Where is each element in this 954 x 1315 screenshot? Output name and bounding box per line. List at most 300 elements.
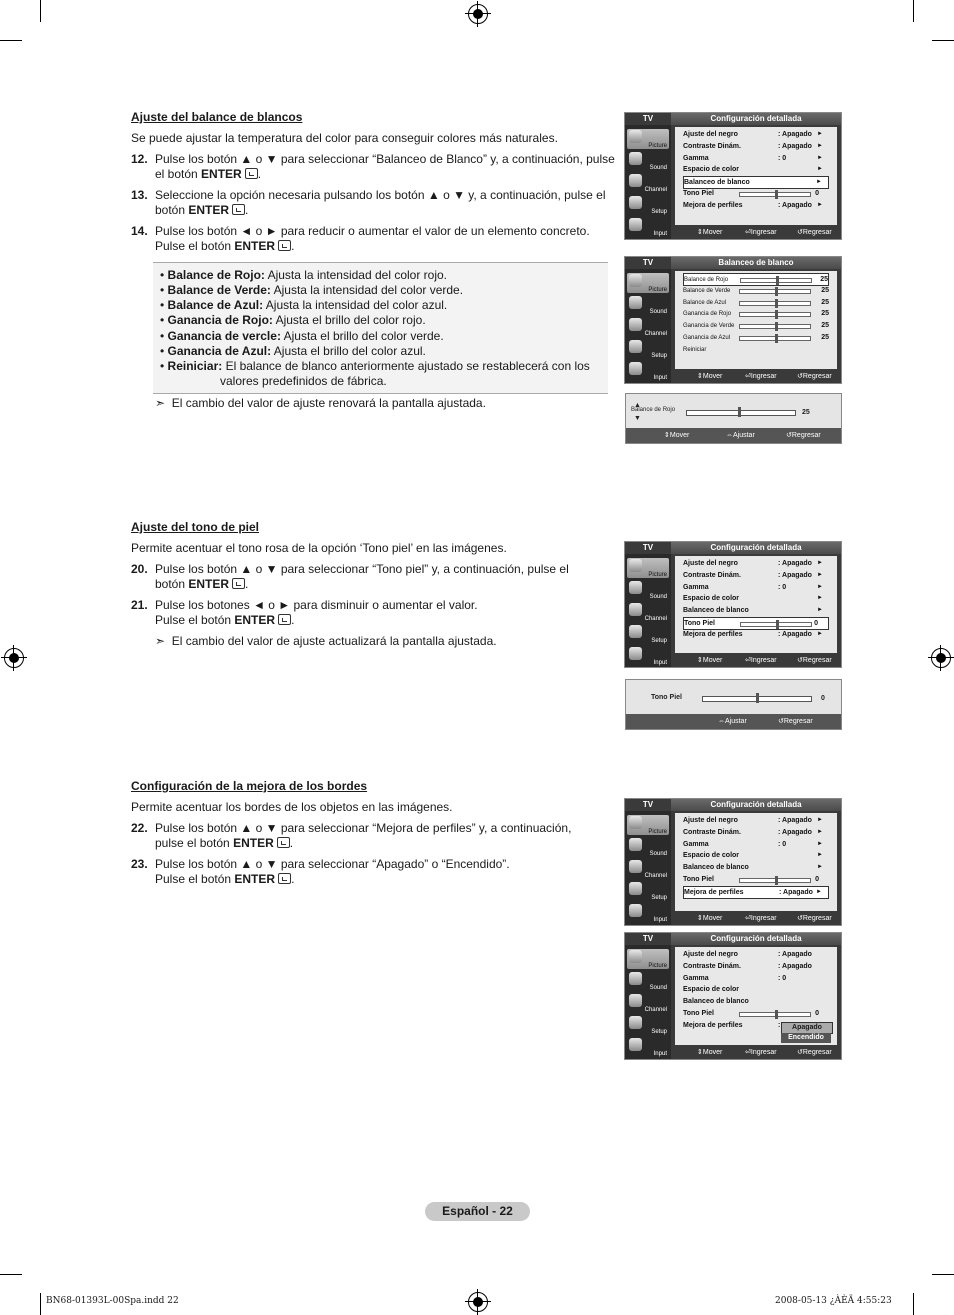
- osd-title: Configuración detallada: [710, 543, 802, 552]
- osd-slider-track[interactable]: [740, 622, 812, 627]
- osd-category-picture[interactable]: [627, 273, 669, 293]
- osd-row-label: Balanceo de blanco: [683, 864, 749, 872]
- section-title: Ajuste del balance de blancos: [131, 110, 303, 124]
- osd-row-value: : 0: [778, 154, 787, 162]
- step-number: 20.: [131, 562, 148, 576]
- arrow-right-icon: ►: [817, 817, 823, 823]
- osd-row-label: Espacio de color: [683, 166, 740, 174]
- osd-category-setup[interactable]: [627, 881, 669, 901]
- osd-category-label: Input: [653, 917, 667, 923]
- footer-ingresar: ⏎ Ingresar: [745, 657, 777, 664]
- osd-row-label: Gamma: [683, 583, 709, 591]
- osd-row[interactable]: [683, 164, 829, 175]
- enter-icon: [232, 204, 245, 215]
- step-text: Pulse los botón ▲ o ▼ para seleccionar “Balanceo de Blanco” y, a continuación, pulse el botón: [155, 152, 615, 181]
- osd-category-sound[interactable]: [627, 295, 669, 315]
- osd-row-label: Reiniciar: [683, 346, 707, 353]
- arrow-right-icon: ►: [817, 595, 823, 602]
- channel-icon: [629, 318, 642, 331]
- step-number: 12.: [131, 152, 148, 166]
- osd-row-label: Balanceo de blanco: [684, 179, 750, 187]
- footer-regresar: ↺ Regresar: [797, 915, 832, 922]
- arrow-right-icon: ►: [816, 179, 822, 186]
- osd-row[interactable]: [683, 815, 829, 826]
- step-text-end: .: [291, 613, 295, 627]
- osd-body: [675, 813, 837, 911]
- osd-category-channel[interactable]: [627, 602, 669, 622]
- osd-slider-knob[interactable]: [776, 276, 779, 285]
- crop-mark: [932, 1274, 954, 1275]
- slider-label: Balance de Rojo: [631, 407, 676, 413]
- osd-category-picture[interactable]: [627, 558, 669, 578]
- osd-row[interactable]: [683, 874, 829, 885]
- osd-header: [671, 113, 841, 125]
- osd-sidebar: [625, 125, 671, 239]
- osd-row-label: Contraste Dinám.: [683, 828, 741, 836]
- bullet-item: • Ganancia de vercle: Ajusta el brillo del color verde.: [160, 329, 444, 343]
- osd-slider-track[interactable]: [739, 312, 811, 317]
- input-icon: [629, 647, 642, 660]
- footer-ingresar: ⏎ Ingresar: [745, 1049, 777, 1056]
- osd-row-label: Mejora de perfiles: [683, 1021, 743, 1029]
- footer-regresar: ↺ Regresar: [797, 657, 832, 664]
- osd-row[interactable]: [683, 961, 829, 972]
- step-text: Seleccione la opción necesaria pulsando los botón ▲ o ▼ y, a continuación, pulse el botón: [155, 188, 606, 217]
- osd-slider-knob[interactable]: [775, 190, 778, 199]
- note-text: El cambio del valor de ajuste renovará la pantalla ajustada.: [171, 396, 486, 410]
- osd-category-sound[interactable]: [627, 151, 669, 171]
- osd-slider-track[interactable]: [739, 324, 811, 329]
- osd-category-setup[interactable]: [627, 624, 669, 644]
- registration-mark-icon: [468, 4, 488, 24]
- osd-category-input[interactable]: [627, 1037, 669, 1057]
- tv-label: TV: [642, 258, 654, 267]
- osd-slider-knob[interactable]: [775, 1010, 778, 1019]
- arrow-right-icon: ►: [817, 828, 823, 835]
- osd-category-channel[interactable]: [627, 317, 669, 337]
- osd-row-label: Gamma: [683, 840, 709, 848]
- footer-regresar: ↺ Regresar: [786, 432, 821, 439]
- osd-category-label: Input: [653, 1051, 667, 1057]
- osd-category-label: Picture: [648, 963, 667, 969]
- osd-row[interactable]: [683, 344, 829, 355]
- osd-sidebar: [625, 554, 671, 667]
- osd-category-input[interactable]: [627, 903, 669, 923]
- crop-mark: [40, 1293, 41, 1315]
- channel-icon: [629, 174, 642, 187]
- setup-icon: [629, 340, 642, 353]
- footer-ingresar: ⏎ Ingresar: [745, 915, 777, 922]
- arrow-right-icon: ►: [816, 888, 822, 895]
- osd-category-label: Setup: [651, 895, 667, 901]
- osd-category-sound[interactable]: [627, 971, 669, 991]
- osd-detail-menu-dropdown: [624, 932, 842, 1060]
- crop-mark: [0, 1274, 22, 1275]
- osd-footer: [675, 1046, 841, 1059]
- enter-icon: [232, 578, 245, 589]
- osd-row[interactable]: [683, 593, 829, 604]
- osd-row-value: : 0: [778, 840, 787, 848]
- enter-icon: [278, 873, 291, 884]
- osd-category-sound[interactable]: [627, 580, 669, 600]
- osd-category-picture[interactable]: [627, 815, 669, 835]
- slider-value: 0: [821, 695, 825, 702]
- osd-category-picture[interactable]: [627, 129, 669, 149]
- step-text-end: .: [257, 167, 262, 181]
- osd-row-label: Balance de Verde: [683, 287, 731, 294]
- osd-row-value: : 0: [778, 583, 787, 591]
- osd-category-label: Sound: [649, 985, 667, 991]
- down-arrow-icon: ▼: [634, 415, 641, 422]
- osd-title: Balanceo de blanco: [718, 258, 794, 267]
- note-text: El cambio del valor de ajuste actualizará la pantalla ajustada.: [171, 634, 497, 648]
- osd-title: Configuración detallada: [710, 934, 802, 943]
- osd-header: [671, 257, 841, 269]
- osd-body: [675, 127, 837, 225]
- step-number: 13.: [131, 188, 148, 202]
- osd-category-label: Channel: [644, 873, 667, 879]
- bullet-item: • Ganancia de Rojo: Ajusta el brillo del color rojo.: [160, 313, 426, 327]
- osd-category-label: Picture: [648, 143, 667, 149]
- osd-detail-menu-perfiles: [624, 798, 842, 926]
- arrow-right-icon: ►: [817, 131, 823, 137]
- footer-mover: ⇕ Mover: [697, 229, 723, 236]
- osd-row[interactable]: [683, 827, 829, 838]
- footer-regresar: ↺ Regresar: [797, 1049, 832, 1056]
- picture-icon: [629, 950, 642, 963]
- osd-slider-balance-rojo: [625, 393, 842, 444]
- bullet-box: [153, 262, 608, 394]
- osd-slider-knob[interactable]: [775, 334, 778, 343]
- step-text-end: .: [245, 577, 249, 591]
- sound-icon: [629, 296, 642, 309]
- input-icon: [629, 218, 642, 231]
- step-text: Pulse los botón ◄ o ► para reducir o aumentar el valor de un elemento concreto. Pulse el botón: [155, 224, 590, 253]
- osd-category-label: Picture: [648, 829, 667, 835]
- footer-mover: ⇕ Mover: [697, 1049, 723, 1056]
- dropdown-option-encendido[interactable]: Encendido: [781, 1033, 831, 1043]
- osd-slider-tono-piel: [625, 679, 842, 730]
- osd-slider-track[interactable]: [740, 278, 812, 283]
- section-intro: Permite acentuar los bordes de los objetos en las imágenes.: [131, 800, 453, 814]
- arrow-right-icon: ►: [817, 840, 823, 847]
- osd-header: [671, 542, 841, 554]
- osd-row-label: Mejora de perfiles: [683, 630, 743, 638]
- osd-category-label: Setup: [651, 638, 667, 644]
- section-title: Configuración de la mejora de los bordes: [131, 779, 368, 793]
- osd-row-value: : Apagado: [778, 630, 812, 638]
- osd-category-label: Channel: [644, 616, 667, 622]
- slider-knob[interactable]: [756, 693, 759, 703]
- osd-row[interactable]: [683, 285, 829, 296]
- osd-slider-knob[interactable]: [776, 620, 779, 629]
- step-text-end: .: [245, 203, 249, 217]
- osd-row-label: Balance de Azul: [683, 299, 727, 306]
- osd-row[interactable]: [683, 850, 829, 861]
- osd-row-label: Ajuste del negro: [683, 951, 738, 958]
- osd-row[interactable]: [683, 153, 829, 164]
- osd-row-label: Tono Piel: [683, 876, 714, 883]
- arrow-right-icon: ►: [817, 166, 823, 173]
- osd-row-label: Tono Piel: [683, 190, 714, 197]
- osd-row-value: : Apagado: [778, 131, 812, 138]
- osd-row[interactable]: [683, 297, 829, 308]
- step-text: Pulse los botones ◄ o ► para disminuir o aumentar el valor. Pulse el botón: [155, 598, 478, 627]
- osd-slider-value: 0: [815, 190, 819, 197]
- osd-white-balance-menu: [624, 256, 842, 384]
- sound-icon: [629, 581, 642, 594]
- slider-track[interactable]: [686, 410, 796, 416]
- step-number: 23.: [131, 857, 148, 871]
- osd-row-label: Ajuste del negro: [683, 131, 738, 138]
- arrow-right-icon: ►: [817, 583, 823, 590]
- osd-row[interactable]: [683, 141, 829, 152]
- osd-row-value: : Apagado: [778, 142, 812, 150]
- osd-category-setup[interactable]: [627, 339, 669, 359]
- tv-label: TV: [642, 800, 654, 809]
- osd-row[interactable]: [683, 129, 829, 140]
- osd-category-label: Sound: [649, 594, 667, 600]
- osd-row-value: : Apagado: [778, 201, 812, 209]
- slider-value: 25: [802, 409, 810, 416]
- slug-right: 2008-05-13 ¿ÀÈÄ 4:55:23: [775, 1296, 892, 1306]
- slider-knob[interactable]: [738, 407, 741, 417]
- osd-row-label: Gamma: [683, 154, 709, 162]
- osd-category-label: Setup: [651, 1029, 667, 1035]
- osd-row[interactable]: [683, 886, 829, 899]
- osd-slider-knob[interactable]: [775, 299, 778, 308]
- osd-body: [675, 556, 837, 653]
- enter-label: ENTER: [188, 203, 230, 217]
- arrow-right-icon: ►: [817, 864, 823, 871]
- osd-row[interactable]: [683, 582, 829, 593]
- crop-mark: [932, 40, 954, 41]
- osd-slider-track[interactable]: [739, 301, 811, 306]
- osd-row[interactable]: [683, 1008, 829, 1019]
- osd-row-label: Espacio de color: [683, 595, 740, 603]
- osd-category-label: Sound: [649, 309, 667, 315]
- osd-row-label: Gamma: [683, 974, 709, 982]
- osd-row[interactable]: [683, 862, 829, 873]
- input-icon: [629, 904, 642, 917]
- step-text: Pulse los botón ▲ o ▼ para seleccionar “Mejora de perfiles” y, a continuación, pulse el botón: [155, 821, 572, 850]
- input-icon: [629, 362, 642, 375]
- osd-row[interactable]: [683, 605, 829, 616]
- osd-header: [671, 799, 841, 811]
- osd-category-channel[interactable]: [627, 173, 669, 193]
- osd-slider-track[interactable]: [739, 878, 811, 883]
- osd-slider-value: 25: [821, 298, 829, 306]
- enter-icon: [245, 168, 258, 179]
- picture-icon: [629, 816, 642, 829]
- osd-category-label: Channel: [644, 1007, 667, 1013]
- section-intro: Se puede ajustar la temperatura del color para conseguir colores más naturales.: [131, 131, 558, 145]
- osd-category-channel[interactable]: [627, 859, 669, 879]
- osd-row-value: : Apagado: [778, 560, 812, 567]
- footer-ajustar: ⇔ Ajustar: [718, 718, 747, 725]
- osd-slider-track[interactable]: [739, 289, 811, 294]
- bullet-item: • Reiniciar: El balance de blanco anteriormente ajustado se restablecerá con los valores predefinidos de fábrica.: [160, 359, 590, 388]
- osd-category-input[interactable]: [627, 361, 669, 381]
- osd-category-label: Picture: [648, 287, 667, 293]
- picture-icon: [629, 130, 642, 143]
- slug-left: BN68-01393L-00Spa.indd 22: [46, 1296, 179, 1306]
- osd-detail-menu: [624, 112, 842, 240]
- osd-category-input[interactable]: [627, 217, 669, 237]
- osd-row[interactable]: [683, 308, 829, 319]
- osd-row-label: Ganancia de Rojo: [683, 311, 732, 318]
- sound-icon: [629, 972, 642, 985]
- input-icon: [629, 1038, 642, 1051]
- osd-slider-value: 0: [815, 876, 819, 883]
- step-text-end: .: [289, 836, 294, 850]
- enter-icon: [278, 614, 291, 625]
- osd-slider-track[interactable]: [739, 192, 811, 197]
- osd-row[interactable]: [683, 629, 829, 640]
- osd-footer: [675, 370, 841, 383]
- crop-mark: [0, 40, 22, 41]
- osd-row-label: Mejora de perfiles: [683, 201, 743, 209]
- osd-row[interactable]: [683, 332, 829, 343]
- setup-icon: [629, 625, 642, 638]
- osd-row-value: : 0: [778, 974, 787, 982]
- crop-mark: [913, 1293, 914, 1315]
- osd-row-label: Contraste Dinám.: [683, 962, 741, 970]
- osd-slider-knob[interactable]: [775, 287, 778, 296]
- osd-category-label: Picture: [648, 572, 667, 578]
- osd-category-label: Channel: [644, 187, 667, 193]
- osd-row-label: Contraste Dinám.: [683, 142, 741, 150]
- osd-slider-knob[interactable]: [775, 876, 778, 885]
- osd-row[interactable]: [683, 558, 829, 569]
- enter-icon: [278, 240, 291, 251]
- osd-sidebar: [625, 811, 671, 925]
- registration-mark-icon: [468, 1292, 488, 1312]
- step-number: 14.: [131, 224, 148, 238]
- sound-icon: [629, 152, 642, 165]
- osd-category-label: Channel: [644, 331, 667, 337]
- osd-category-setup[interactable]: [627, 1015, 669, 1035]
- osd-body: [675, 947, 837, 1045]
- osd-row-value: : Apagado: [779, 888, 813, 896]
- osd-sidebar: [625, 945, 671, 1059]
- step-text: Pulse los botón ▲ o ▼ para seleccionar “Tono piel” y, a continuación, pulse el botón: [155, 562, 569, 591]
- osd-row-label: Ajuste del negro: [683, 560, 738, 567]
- osd-category-label: Input: [653, 375, 667, 381]
- arrow-right-icon: ►: [817, 142, 823, 149]
- osd-row[interactable]: [683, 320, 829, 331]
- osd-row-value: : Apagado: [778, 828, 812, 836]
- osd-slider-value: 25: [821, 322, 829, 330]
- osd-slider-knob[interactable]: [775, 310, 778, 319]
- osd-row-label: Ganancia de Azul: [683, 335, 731, 341]
- bullet-item: • Balance de Verde: Ajusta la intensidad del color verde.: [160, 283, 464, 297]
- osd-row[interactable]: [683, 973, 829, 984]
- osd-title: Configuración detallada: [710, 800, 802, 809]
- osd-row-label: Ganancia de Verde: [683, 323, 735, 330]
- osd-row-value: : Apagado: [778, 571, 812, 579]
- slider-label: Tono Piel: [651, 694, 682, 701]
- section-title: Ajuste del tono de piel: [131, 520, 260, 534]
- step-text-end: .: [291, 239, 295, 253]
- tv-label: TV: [642, 543, 654, 552]
- osd-row-value: : Apagado: [778, 962, 812, 970]
- up-arrow-icon: ▲: [634, 402, 641, 409]
- arrow-right-icon: ►: [817, 630, 823, 637]
- footer-regresar: ↺ Regresar: [797, 229, 832, 236]
- footer-mover: ⇕ Mover: [664, 432, 690, 439]
- channel-icon: [629, 994, 642, 1007]
- osd-category-sound[interactable]: [627, 837, 669, 857]
- osd-row-value: :: [778, 1021, 781, 1029]
- arrow-right-icon: ►: [817, 571, 823, 578]
- osd-category-label: Setup: [651, 353, 667, 359]
- page-number: Español - 22: [425, 1202, 530, 1221]
- osd-slider-value: 25: [820, 276, 828, 283]
- osd-category-picture[interactable]: [627, 949, 669, 969]
- osd-row-label: Tono Piel: [684, 620, 715, 627]
- osd-row[interactable]: [683, 984, 829, 995]
- osd-slider-track[interactable]: [739, 336, 811, 341]
- footer-mover: ⇕ Mover: [697, 657, 723, 664]
- enter-label: ENTER: [234, 613, 276, 627]
- osd-title: Configuración detallada: [710, 114, 802, 123]
- osd-row[interactable]: [683, 570, 829, 581]
- osd-category-channel[interactable]: [627, 993, 669, 1013]
- tv-label: TV: [642, 934, 654, 943]
- arrow-right-icon: ►: [817, 852, 823, 859]
- osd-slider-knob[interactable]: [775, 322, 778, 331]
- osd-slider-value: 0: [814, 620, 818, 627]
- osd-category-label: Input: [653, 660, 667, 666]
- osd-category-setup[interactable]: [627, 195, 669, 215]
- osd-category-label: Setup: [651, 209, 667, 215]
- osd-row-label: Balanceo de blanco: [683, 998, 749, 1006]
- osd-category-input[interactable]: [627, 646, 669, 666]
- osd-row-label: Balance de Rojo: [684, 277, 729, 283]
- osd-row-label: Balanceo de blanco: [683, 607, 749, 615]
- picture-icon: [629, 559, 642, 572]
- bullet-item: • Balance de Rojo: Ajusta la intensidad del color rojo.: [160, 268, 448, 282]
- bullet-item: • Ganancia de Azul: Ajusta el brillo del color azul.: [160, 344, 426, 358]
- osd-slider-track[interactable]: [739, 1012, 811, 1017]
- osd-slider-value: 25: [821, 310, 829, 318]
- enter-label: ENTER: [233, 836, 274, 850]
- tv-label: TV: [642, 114, 654, 123]
- osd-row[interactable]: [683, 188, 829, 199]
- step-number: 21.: [131, 598, 148, 612]
- osd-header: [671, 933, 841, 945]
- dropdown-option-apagado[interactable]: Apagado: [781, 1022, 833, 1034]
- note: ➣ El cambio del valor de ajuste actualizará la pantalla ajustada.: [155, 634, 497, 648]
- osd-row[interactable]: [683, 996, 829, 1007]
- osd-row[interactable]: [683, 839, 829, 850]
- osd-row-value: : Apagado: [778, 817, 812, 824]
- footer-regresar: ↺ Regresar: [797, 373, 832, 380]
- channel-icon: [629, 603, 642, 616]
- osd-slider-value: 25: [821, 286, 829, 294]
- osd-footer: [675, 654, 841, 667]
- footer-mover: ⇕ Mover: [697, 373, 723, 380]
- osd-row-label: Contraste Dinám.: [683, 571, 741, 579]
- osd-row-label: Tono Piel: [683, 1010, 714, 1017]
- osd-row[interactable]: [683, 200, 829, 211]
- footer-mover: ⇕ Mover: [697, 915, 723, 922]
- bullet-item: • Balance de Azul: Ajusta la intensidad del color azul.: [160, 298, 448, 312]
- osd-row[interactable]: [683, 949, 829, 960]
- footer-ajustar: ⇔ Ajustar: [726, 432, 755, 439]
- arrow-right-icon: ►: [817, 154, 823, 161]
